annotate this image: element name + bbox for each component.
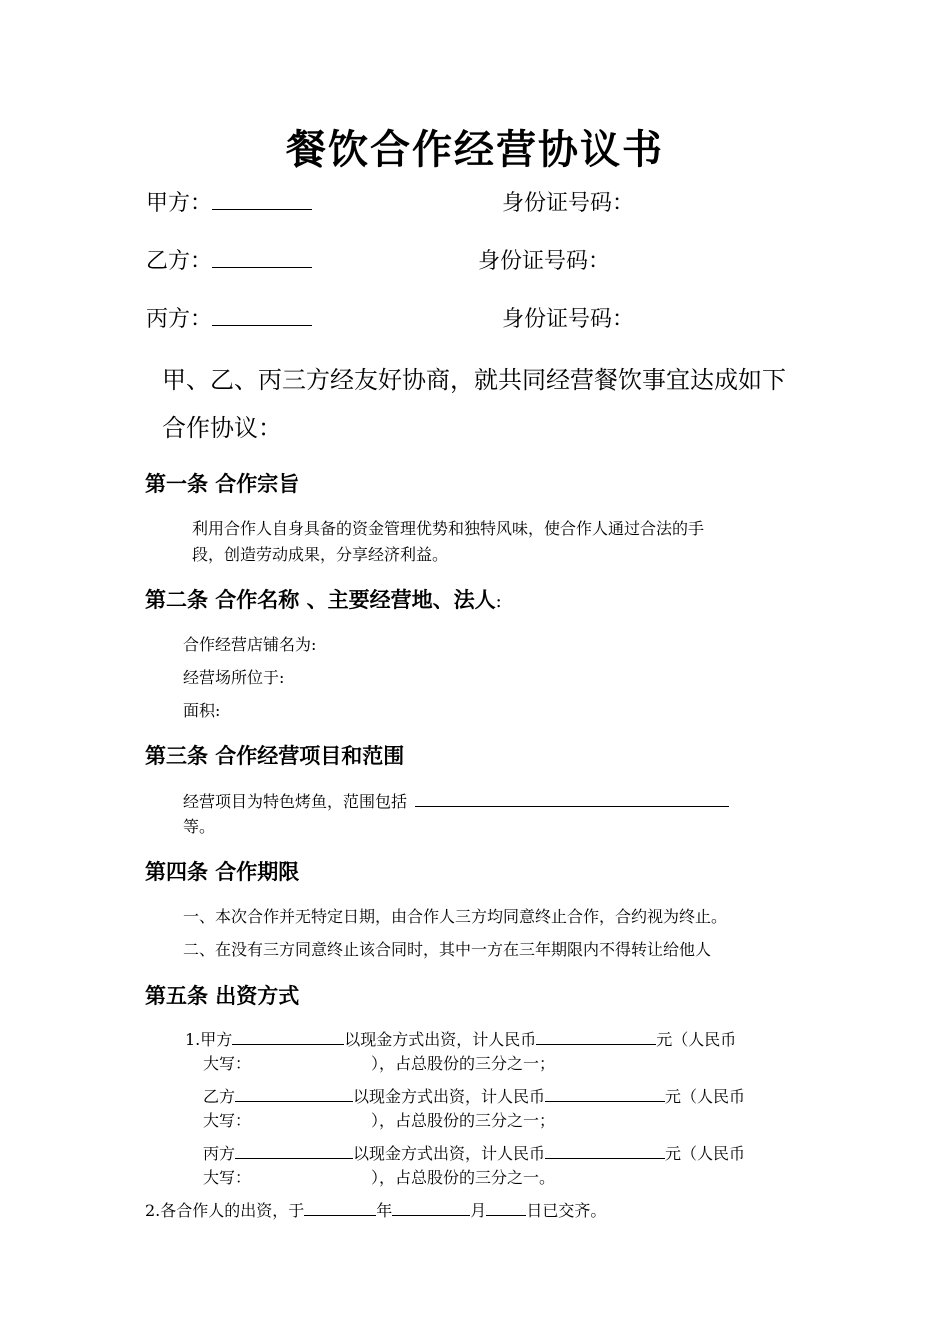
term-line-1: 一、本次合作并无特定日期，由合作人三方均同意终止合作，合约视为终止。 <box>183 907 728 926</box>
term-line-2: 二、在没有三方同意终止该合同时，其中一方在三年期限内不得转让给他人 <box>183 940 712 959</box>
capital-c-suffix: 元（人民币 <box>665 1144 746 1163</box>
payment-day-label: 日已交齐。 <box>526 1201 607 1220</box>
party-b-label: 乙方： <box>146 249 213 274</box>
capital-a-share: ），占总股份的三分之一； <box>371 1054 556 1073</box>
scope-text: 经营项目为特色烤鱼，范围包括 <box>183 792 408 811</box>
capital-a-mid: 以现金方式出资，计人民币 <box>344 1030 537 1049</box>
party-b-row <box>146 244 312 275</box>
capital-c-mid: 以现金方式出资，计人民币 <box>353 1144 546 1163</box>
party-a-id-label: 身份证号码： <box>502 191 635 216</box>
area-line: 面积: <box>183 701 221 720</box>
article-1-line-1: 利用合作人自身具备的资金管理优势和独特风味，使合作人通过合法的手 <box>192 519 705 538</box>
capital-a-prefix: 1.甲方 <box>185 1030 233 1049</box>
capital-b-mid: 以现金方式出资，计人民币 <box>353 1087 546 1106</box>
payment-line <box>145 1198 606 1221</box>
party-c-blank[interactable] <box>212 303 312 326</box>
article-4-heading: 第四条 合作期限 <box>145 860 300 884</box>
capital-a-name-blank[interactable] <box>232 1030 344 1045</box>
article-2-heading <box>145 584 502 614</box>
capital-b-prefix: 乙方 <box>203 1087 236 1106</box>
party-a-label: 甲方： <box>146 191 213 216</box>
store-name-line: 合作经营店铺名为: <box>183 635 317 654</box>
payment-year-blank[interactable] <box>304 1201 376 1216</box>
intro-line-1: 甲、乙、丙三方经友好协商，就共同经营餐饮事宜达成如下 <box>162 366 786 394</box>
scope-line-2: 等。 <box>183 817 216 836</box>
party-b-id-label: 身份证号码： <box>478 249 611 274</box>
capital-b-line-1 <box>203 1084 745 1107</box>
payment-text: 2.各合作人的出资，于 <box>145 1201 305 1220</box>
capital-a-line-1 <box>185 1027 736 1050</box>
article-1-line-2: 段，创造劳动成果，分享经济利益。 <box>192 545 449 564</box>
article-1-heading: 第一条 合作宗旨 <box>145 472 300 496</box>
party-a-row <box>146 186 312 217</box>
party-b-blank[interactable] <box>212 245 312 268</box>
article-5-heading: 第五条 出资方式 <box>145 984 300 1008</box>
payment-month-label: 月 <box>470 1201 487 1220</box>
scope-line <box>183 789 729 812</box>
capital-c-name-blank[interactable] <box>235 1144 353 1159</box>
capital-b-share: ），占总股份的三分之一； <box>371 1111 556 1130</box>
payment-year-label: 年 <box>376 1201 393 1220</box>
capital-b-name-blank[interactable] <box>235 1087 353 1102</box>
capital-c-caps-label: 大写： <box>203 1168 252 1187</box>
capital-a-line-2 <box>203 1051 555 1074</box>
capital-b-suffix: 元（人民币 <box>665 1087 746 1106</box>
party-c-row <box>146 302 312 333</box>
capital-a-caps-label: 大写： <box>203 1054 252 1073</box>
scope-blank[interactable] <box>415 792 729 807</box>
payment-month-blank[interactable] <box>392 1201 470 1216</box>
capital-b-amount-blank[interactable] <box>545 1087 665 1102</box>
party-c-label: 丙方： <box>146 307 213 332</box>
article-2-heading-colon: : <box>495 591 502 612</box>
location-line: 经营场所位于: <box>183 668 285 687</box>
capital-b-line-2 <box>203 1108 555 1131</box>
document-title: 餐饮合作经营协议书 <box>286 127 664 173</box>
capital-c-share: ），占总股份的三分之一。 <box>371 1168 556 1187</box>
intro-line-2: 合作协议： <box>162 414 282 442</box>
capital-a-suffix: 元（人民币 <box>656 1030 737 1049</box>
capital-c-line-2 <box>203 1165 555 1188</box>
capital-a-amount-blank[interactable] <box>536 1030 656 1045</box>
capital-c-amount-blank[interactable] <box>545 1144 665 1159</box>
article-2-heading-text: 第二条 合作名称 、主要经营地、法人 <box>145 588 496 612</box>
capital-c-line-1 <box>203 1141 745 1164</box>
party-a-blank[interactable] <box>212 187 312 210</box>
party-c-id-label: 身份证号码： <box>502 307 635 332</box>
capital-c-prefix: 丙方 <box>203 1144 236 1163</box>
capital-b-caps-label: 大写： <box>203 1111 252 1130</box>
payment-day-blank[interactable] <box>486 1201 526 1216</box>
article-3-heading: 第三条 合作经营项目和范围 <box>145 744 405 768</box>
